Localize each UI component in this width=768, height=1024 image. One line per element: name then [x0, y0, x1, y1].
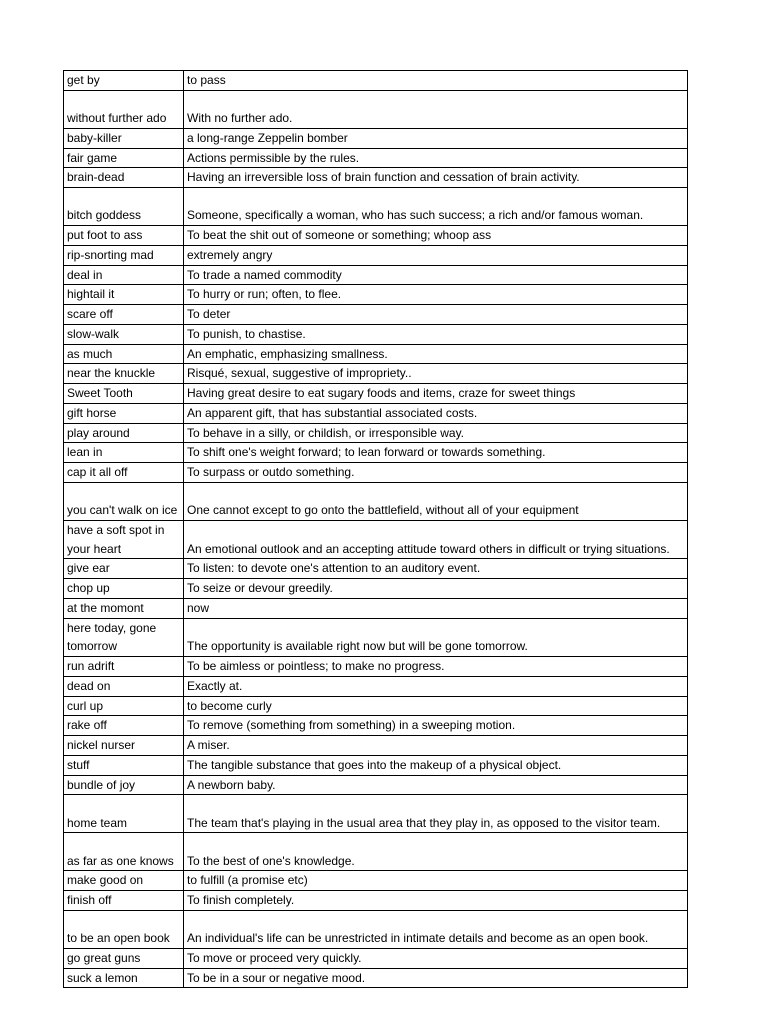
term-cell: play around	[64, 423, 184, 443]
term-cell: go great guns	[64, 948, 184, 968]
term-cell: get by	[64, 71, 184, 91]
definition-cell: To be in a sour or negative mood.	[184, 968, 688, 988]
table-row	[64, 948, 688, 968]
definition-cell: Actions permissible by the rules.	[184, 148, 688, 168]
term-cell: chop up	[64, 579, 184, 599]
definition-cell: Having an irreversible loss of brain function and cessation of brain activity.	[184, 168, 688, 188]
definition-cell: An emphatic, emphasizing smallness.	[184, 344, 688, 364]
term-cell: bitch goddess	[64, 188, 184, 226]
definition-cell: A newborn baby.	[184, 775, 688, 795]
definition-cell: To punish, to chastise.	[184, 324, 688, 344]
table-row	[64, 716, 688, 736]
table-row	[64, 71, 688, 91]
term-cell: gift horse	[64, 403, 184, 423]
table-row	[64, 188, 688, 226]
definition-cell: To seize or devour greedily.	[184, 579, 688, 599]
term-cell: without further ado	[64, 90, 184, 128]
term-cell: bundle of joy	[64, 775, 184, 795]
term-cell: deal in	[64, 265, 184, 285]
definition-cell: An emotional outlook and an accepting attitude toward others in difficult or trying situations.	[184, 520, 688, 559]
table-row	[64, 344, 688, 364]
definition-cell: One cannot except to go onto the battlefield, without all of your equipment	[184, 482, 688, 520]
definition-cell: To shift one's weight forward; to lean forward or towards something.	[184, 443, 688, 463]
definition-cell: To be aimless or pointless; to make no progress.	[184, 657, 688, 677]
table-row	[64, 598, 688, 618]
table-row	[64, 795, 688, 833]
table-row	[64, 736, 688, 756]
table-row	[64, 285, 688, 305]
definition-cell: Having great desire to eat sugary foods and items, craze for sweet things	[184, 384, 688, 404]
definition-cell: A miser.	[184, 736, 688, 756]
table-row	[64, 384, 688, 404]
term-cell: have a soft spot in your heart	[64, 520, 184, 559]
term-cell: cap it all off	[64, 463, 184, 483]
definition-cell: Exactly at.	[184, 676, 688, 696]
term-cell: run adrift	[64, 657, 184, 677]
definition-cell: To hurry or run; often, to flee.	[184, 285, 688, 305]
definition-cell: With no further ado.	[184, 90, 688, 128]
term-cell: here today, gone tomorrow	[64, 618, 184, 657]
term-cell: give ear	[64, 559, 184, 579]
table-row	[64, 265, 688, 285]
definition-cell: The team that's playing in the usual area that they play in, as opposed to the visitor team.	[184, 795, 688, 833]
definition-cell: To trade a named commodity	[184, 265, 688, 285]
table-row	[64, 891, 688, 911]
definition-cell: to pass	[184, 71, 688, 91]
table-row	[64, 148, 688, 168]
table-row	[64, 128, 688, 148]
definition-cell: a long-range Zeppelin bomber	[184, 128, 688, 148]
term-cell: as far as one knows	[64, 833, 184, 871]
table-row	[64, 482, 688, 520]
table-row	[64, 423, 688, 443]
table-row	[64, 676, 688, 696]
term-cell: put foot to ass	[64, 226, 184, 246]
table-row	[64, 579, 688, 599]
term-cell: you can't walk on ice	[64, 482, 184, 520]
term-cell: lean in	[64, 443, 184, 463]
term-cell: near the knuckle	[64, 364, 184, 384]
definition-cell: An individual's life can be unrestricted in intimate details and become as an open book.	[184, 910, 688, 948]
term-cell: suck a lemon	[64, 968, 184, 988]
definition-cell: To remove (something from something) in a sweeping motion.	[184, 716, 688, 736]
table-row	[64, 696, 688, 716]
table-row	[64, 775, 688, 795]
table-row	[64, 871, 688, 891]
table-row	[64, 90, 688, 128]
term-cell: stuff	[64, 755, 184, 775]
term-cell: fair game	[64, 148, 184, 168]
term-cell: finish off	[64, 891, 184, 911]
term-cell: baby-killer	[64, 128, 184, 148]
table-row	[64, 443, 688, 463]
table-row	[64, 618, 688, 657]
table-row	[64, 755, 688, 775]
definition-cell: Risqué, sexual, suggestive of impropriety..	[184, 364, 688, 384]
term-cell: make good on	[64, 871, 184, 891]
definition-cell: To behave in a silly, or childish, or irresponsible way.	[184, 423, 688, 443]
definition-cell: to fulfill (a promise etc)	[184, 871, 688, 891]
term-cell: rip-snorting mad	[64, 245, 184, 265]
term-cell: hightail it	[64, 285, 184, 305]
idiom-table	[63, 70, 688, 988]
table-row	[64, 245, 688, 265]
table-row	[64, 364, 688, 384]
table-row	[64, 226, 688, 246]
term-cell: brain-dead	[64, 168, 184, 188]
term-cell: at the momont	[64, 598, 184, 618]
table-row	[64, 520, 688, 559]
definition-cell: To surpass or outdo something.	[184, 463, 688, 483]
definition-cell: An apparent gift, that has substantial associated costs.	[184, 403, 688, 423]
definition-cell: now	[184, 598, 688, 618]
term-cell: as much	[64, 344, 184, 364]
table-row	[64, 403, 688, 423]
table-row	[64, 559, 688, 579]
definition-cell: The opportunity is available right now but will be gone tomorrow.	[184, 618, 688, 657]
definition-cell: To move or proceed very quickly.	[184, 948, 688, 968]
definition-cell: To listen: to devote one's attention to an auditory event.	[184, 559, 688, 579]
table-row	[64, 968, 688, 988]
table-row	[64, 305, 688, 325]
definition-cell: Someone, specifically a woman, who has such success; a rich and/or famous woman.	[184, 188, 688, 226]
definition-cell: To beat the shit out of someone or something; whoop ass	[184, 226, 688, 246]
table-row	[64, 910, 688, 948]
term-cell: to be an open book	[64, 910, 184, 948]
definition-cell: To the best of one's knowledge.	[184, 833, 688, 871]
term-cell: home team	[64, 795, 184, 833]
term-cell: dead on	[64, 676, 184, 696]
definition-cell: To deter	[184, 305, 688, 325]
table-row	[64, 168, 688, 188]
term-cell: scare off	[64, 305, 184, 325]
term-cell: nickel nurser	[64, 736, 184, 756]
term-cell: Sweet Tooth	[64, 384, 184, 404]
term-cell: slow-walk	[64, 324, 184, 344]
definition-cell: extremely angry	[184, 245, 688, 265]
table-row	[64, 463, 688, 483]
term-cell: rake off	[64, 716, 184, 736]
table-row	[64, 657, 688, 677]
table-row	[64, 833, 688, 871]
idiom-table-body	[64, 71, 688, 988]
term-cell: curl up	[64, 696, 184, 716]
table-row	[64, 324, 688, 344]
definition-cell: The tangible substance that goes into the makeup of a physical object.	[184, 755, 688, 775]
definition-cell: To finish completely.	[184, 891, 688, 911]
definition-cell: to become curly	[184, 696, 688, 716]
